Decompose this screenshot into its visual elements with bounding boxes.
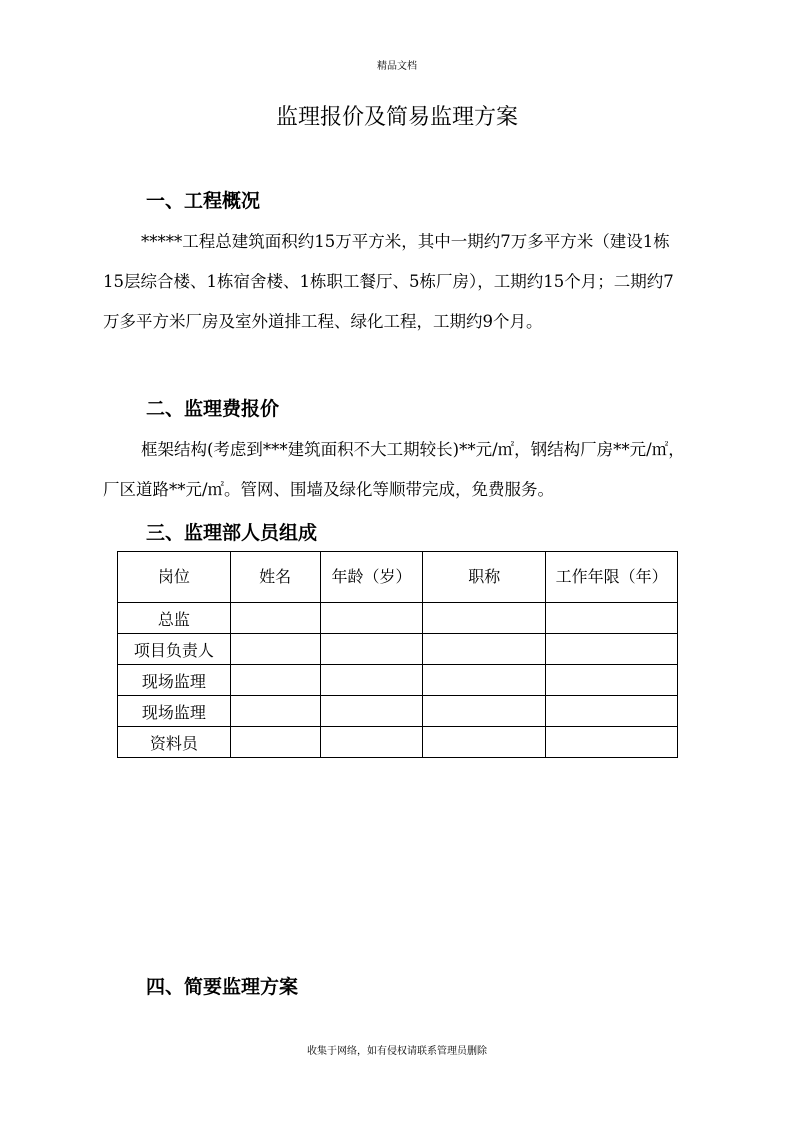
table-cell: [546, 665, 678, 696]
project-overview-text: *****工程总建筑面积约15万平方米，其中一期约7万多平方米（建设1栋15层综合楼、1栋宿舍楼、1栋职工餐厅、5栋厂房），工期约15个月；二期约7万多平方米厂房及室外道排工程、绿化工程，工期约9个月。: [103, 232, 674, 331]
table-header-row: [118, 552, 678, 603]
section-heading-supervision-plan: 四、简要监理方案: [146, 976, 299, 998]
table-cell-position: 总监: [118, 603, 231, 634]
section-heading-fee-quote: 二、监理费报价: [146, 398, 280, 420]
table-cell: [230, 727, 320, 758]
table-cell: [230, 665, 320, 696]
column-header-position: 岗位: [118, 552, 231, 603]
column-header-age: 年龄（岁）: [320, 552, 423, 603]
table-cell-position: 项目负责人: [118, 634, 231, 665]
table-row: [118, 696, 678, 727]
document-title: 监理报价及简易监理方案: [275, 105, 518, 130]
table-cell: [320, 665, 423, 696]
section-heading-project-overview: 一、工程概况: [146, 190, 261, 212]
table-cell: [320, 696, 423, 727]
table-row: [118, 603, 678, 634]
table-cell: [230, 603, 320, 634]
table-cell: [423, 727, 546, 758]
table-cell: [230, 696, 320, 727]
table-cell: [423, 665, 546, 696]
table-cell: [423, 634, 546, 665]
table-cell: [546, 727, 678, 758]
table-cell: [546, 696, 678, 727]
table-cell-position: 现场监理: [118, 665, 231, 696]
table-cell: [423, 603, 546, 634]
column-header-name: 姓名: [230, 552, 320, 603]
table-cell: [320, 634, 423, 665]
column-header-title: 职称: [423, 552, 546, 603]
project-overview-paragraph: [103, 222, 689, 342]
fee-quote-text: 框架结构(考虑到***建筑面积不大工期较长)**元/㎡，钢结构厂房**元/㎡，厂区道路**元/㎡。管网、围墙及绿化等顺带完成，免费服务。: [103, 440, 685, 499]
table-row: [118, 634, 678, 665]
page-header: 精品文档: [377, 61, 417, 72]
table-cell: [320, 727, 423, 758]
table-cell: [320, 603, 423, 634]
page-footer: 收集于网络，如有侵权请联系管理员删除: [307, 1046, 487, 1057]
table-cell: [230, 634, 320, 665]
section-heading-staff: 三、监理部人员组成: [146, 522, 318, 544]
table-row: [118, 665, 678, 696]
table-cell-position: 资料员: [118, 727, 231, 758]
table-cell-position: 现场监理: [118, 696, 231, 727]
column-header-years: 工作年限（年）: [546, 552, 678, 603]
table-cell: [546, 603, 678, 634]
table-cell: [423, 696, 546, 727]
table-cell: [546, 634, 678, 665]
fee-quote-paragraph: [103, 430, 689, 510]
table-row: [118, 727, 678, 758]
staff-table: [117, 551, 678, 758]
